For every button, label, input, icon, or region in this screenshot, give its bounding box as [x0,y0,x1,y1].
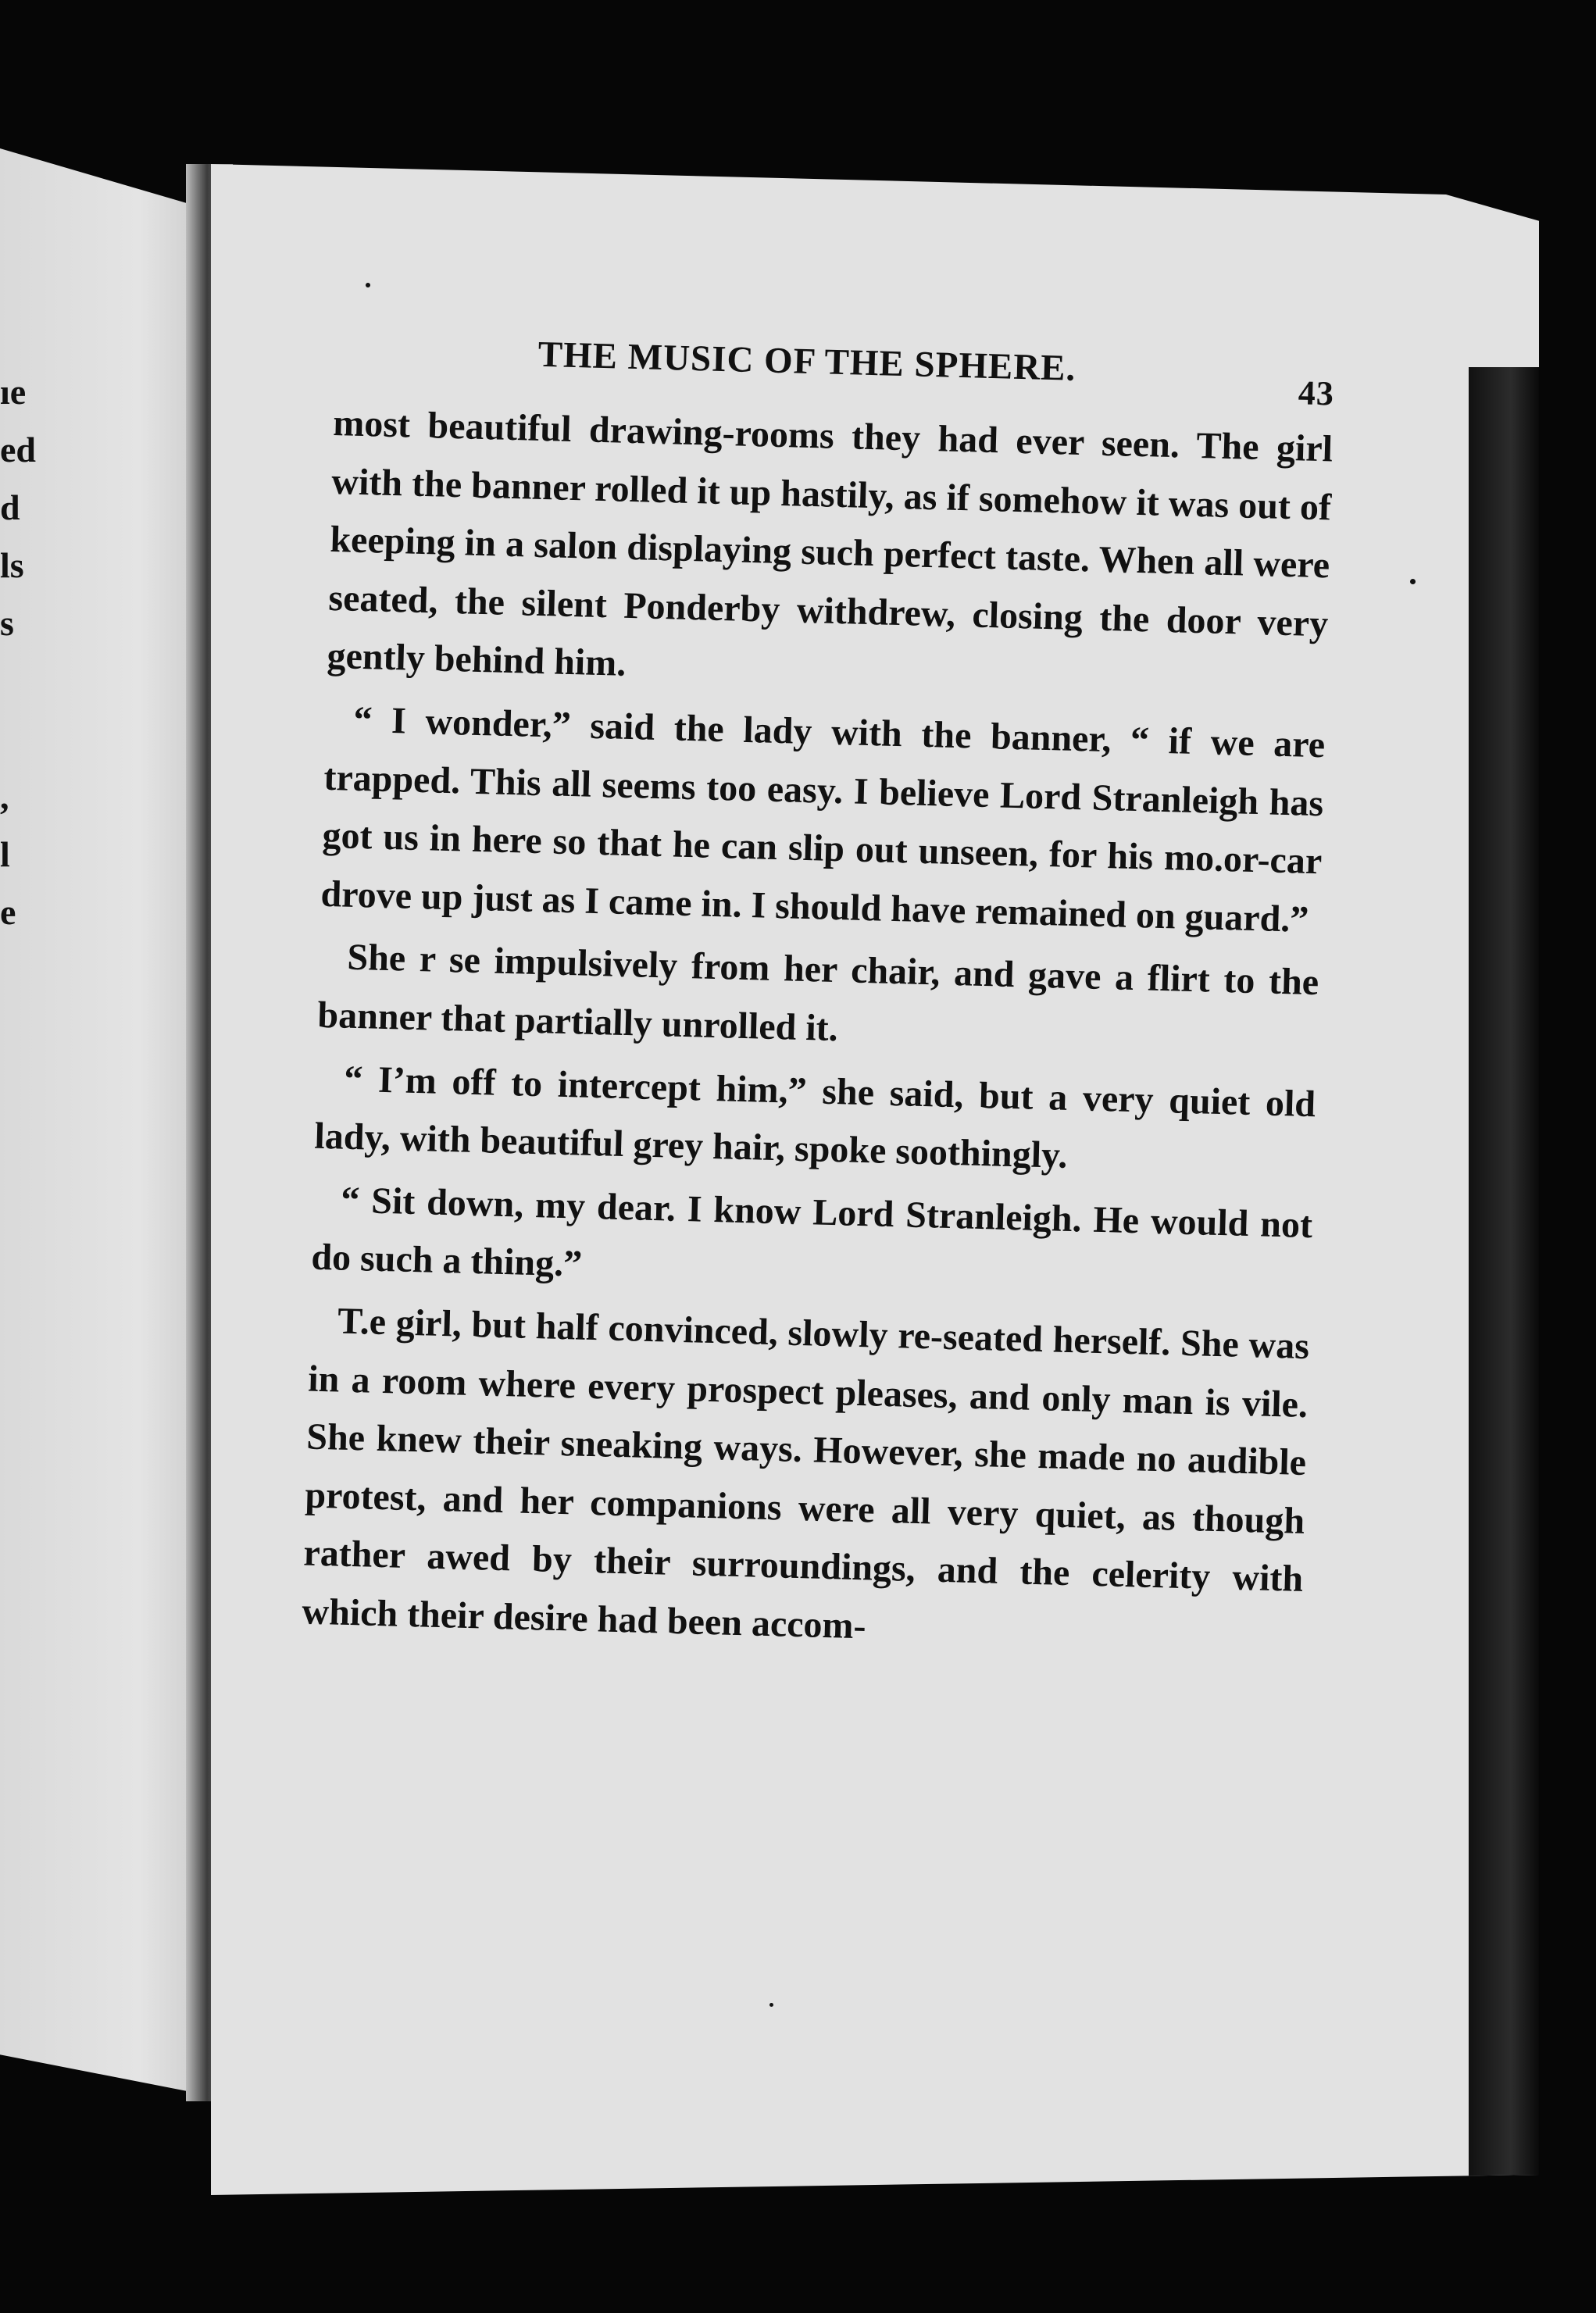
left-page-fragment: ls [0,545,24,585]
page-number: 43 [1298,373,1335,413]
running-head: THE MUSIC OF THE SPHERE. [537,334,1076,389]
left-page-fragment: d [0,487,20,527]
paragraph: T.e girl, but half convinced, slowly re-seated herself. She was in a room where every prospect pleases, and only man is vile. She knew their sneaking ways. However, she made no audible protest, and her companions were all very quiet, as though rather awed by their surroundings, and the celerity with which their desire had been accom- [301,1300,1310,1647]
page-text-block [302,316,1336,1667]
paragraph: “ I wonder,” said the lady with the banner, “ if we are trapped. This all seems too easy. I believe Lord Stranleigh has got us in here so that he can slip out unseen, for his mo.or-car drove up just as I came in. I should have remained on guard.” [320,698,1326,941]
paragraph: most beautiful drawing-rooms they had ever seen. The girl with the banner rolled it up hastily, as if somehow it was out of keeping in a salon displaying such perfect taste. When all were seated, the silent Ponderby withdrew, closing the door very gently behind him. [326,402,1334,685]
left-page-fragment [0,710,47,768]
page-edge-shadow [1469,367,1539,2281]
left-page-fragment: s [0,603,14,643]
left-page-fragment: , [0,776,9,816]
dust-speck [1410,579,1416,584]
paragraph: She r se impulsively from her chair, and gave a flirt to the banner that partially unrolled it. [316,937,1319,1050]
paragraph: “ I’m off to intercept him,” she said, but a very quiet old lady, with beautiful grey hair, spoke soothingly. [313,1058,1316,1176]
left-page-fragment: l [0,834,10,874]
paragraph: “ Sit down, my dear. I know Lord Stranleigh. He would not do such a thing.” [310,1179,1313,1285]
left-page-fragment: e [0,892,16,932]
body-text [302,394,1334,1667]
dust-speck [366,283,370,287]
left-page-fragment: ıe [0,372,27,412]
dust-speck [769,2003,773,2007]
left-page-text-fragments [0,363,47,941]
left-page-fragment [0,652,47,710]
left-page-fragment: ed [0,430,36,469]
